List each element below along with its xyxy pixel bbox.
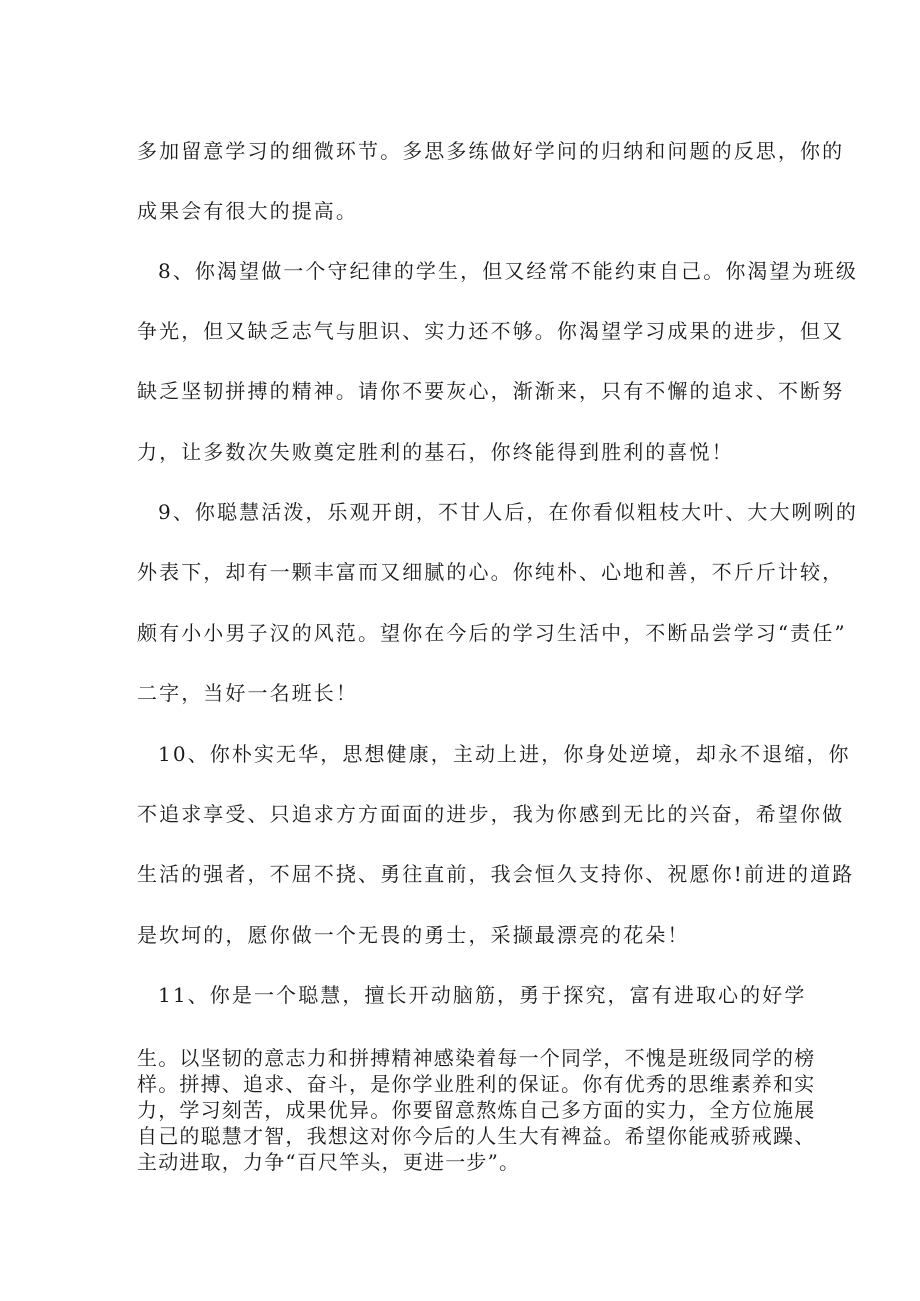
text-line: 力，让多数次失败奠定胜利的基石，你终能得到胜利的喜悦！: [137, 440, 734, 464]
text-line: 争光，但又缺乏志气与胆识、实力还不够。你渴望学习成果的进步，但又: [137, 319, 845, 343]
text-line: 颇有小小男子汉的风范。望你在今后的学习生活中，不断品尝学习“责任”: [137, 621, 847, 645]
text-line: 成果会有很大的提高。: [137, 199, 358, 223]
text-line: 二字，当好一名班长！: [137, 681, 358, 705]
text-line: 自己的聪慧才智，我想这对你今后的人生大有裨益。希望你能戒骄戒躁、: [137, 1124, 816, 1148]
paragraph-11-start: 11、你是一个聪慧，擅长开动脑筋，勇于探究，富有进取心的好学: [158, 983, 807, 1007]
text-line: 样。拼搏、追求、奋斗，是你学业胜利的保证。你有优秀的思维素养和实: [137, 1072, 816, 1096]
text-line: 生。以坚韧的意志力和拼搏精神感染着每一个同学，不愧是班级同学的榜: [137, 1046, 816, 1070]
paragraph-10-start: 10、你朴实无华，思想健康，主动上进，你身处逆境，却永不退缩，你: [158, 742, 851, 766]
paragraph-8-start: 8、你渴望做一个守纪律的学生，但又经常不能约束自己。你渴望为班级: [158, 259, 858, 283]
text-line: 不追求享受、只追求方方面面的进步，我为你感到无比的兴奋，希望你做: [137, 802, 845, 826]
paragraph-9-start: 9、你聪慧活泼，乐观开朗，不甘人后，在你看似粗枝大叶、大大咧咧的: [158, 500, 858, 524]
text-line: 多加留意学习的细微环节。多思多练做好学问的归纳和问题的反思，你的: [137, 139, 845, 163]
text-line: 主动进取，力争“百尺竿头，更进一步”。: [137, 1150, 521, 1174]
text-line: 外表下，却有一颗丰富而又细腻的心。你纯朴、心地和善，不斤斤计较，: [137, 560, 845, 584]
text-line: 生活的强者，不屈不挠、勇往直前，我会恒久支持你、祝愿你!前进的道路: [137, 862, 855, 886]
text-line: 缺乏坚韧拼搏的精神。请你不要灰心，渐渐来，只有不懈的追求、不断努: [137, 379, 845, 403]
paragraph-11-body: [137, 1045, 816, 1175]
text-line: 力，学习刻苦，成果优异。你要留意熬炼自己多方面的实力，全方位施展: [137, 1098, 816, 1122]
text-line: 是坎坷的，愿你做一个无畏的勇士，采撷最漂亮的花朵！: [137, 923, 690, 947]
